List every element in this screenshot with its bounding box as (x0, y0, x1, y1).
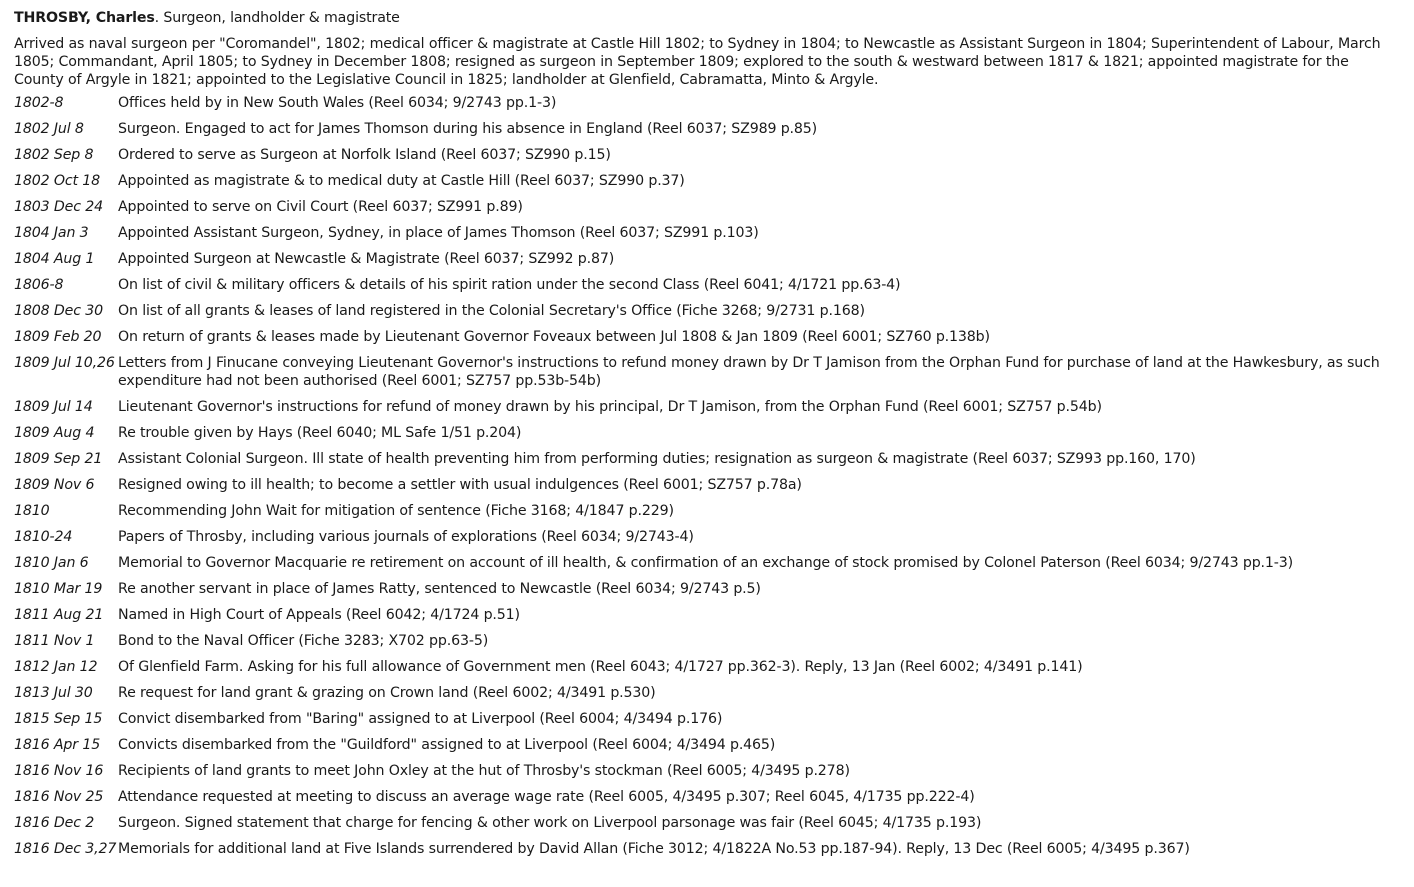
record-description: Appointed as magistrate & to medical duty at Castle Hill (Reel 6037; SZ990 p.37) (118, 173, 685, 189)
record-date: 1810-24 (14, 529, 73, 545)
table-row (14, 762, 1400, 788)
record-description: Of Glenfield Farm. Asking for his full allowance of Government men (Reel 6043; 4/1727 pp.362-3). Reply, 13 Jan (Reel 6002; 4/3491 p.141) (118, 659, 1083, 675)
table-row (14, 606, 1400, 632)
record-date: 1809 Aug 4 (14, 425, 95, 441)
table-row (14, 684, 1400, 710)
record-description: On list of all grants & leases of land registered in the Colonial Secretary's Office (Fiche 3268; 9/2731 p.168) (118, 303, 865, 319)
record-description: Recommending John Wait for mitigation of sentence (Fiche 3168; 4/1847 p.229) (118, 503, 674, 519)
record-description: Bond to the Naval Officer (Fiche 3283; X702 pp.63-5) (118, 633, 489, 649)
table-row (14, 398, 1400, 424)
table-row (14, 658, 1400, 684)
record-date: 1812 Jan 12 (14, 659, 98, 675)
record-description: Memorials for additional land at Five Islands surrendered by David Allan (Fiche 3012; 4/1822A No.53 pp.187-94). Reply, 13 Dec (Reel 6005; 4/3495 p.367) (118, 841, 1190, 857)
table-row (14, 632, 1400, 658)
record-date: 1816 Dec 2 (14, 815, 95, 831)
record-date: 1813 Jul 30 (14, 685, 93, 701)
record-description: Lieutenant Governor's instructions for refund of money drawn by his principal, Dr T Jamison, from the Orphan Fund (Reel 6001; SZ757 p.54b) (118, 399, 1102, 415)
record-description: Re another servant in place of James Ratty, sentenced to Newcastle (Reel 6034; 9/2743 p.5) (118, 581, 761, 597)
record-description: Named in High Court of Appeals (Reel 6042; 4/1724 p.51) (118, 607, 520, 623)
record-date: 1804 Aug 1 (14, 251, 95, 267)
table-row (14, 94, 1400, 120)
table-row (14, 710, 1400, 736)
table-row (14, 302, 1400, 328)
record-description: Recipients of land grants to meet John Oxley at the hut of Throsby's stockman (Reel 6005; 4/3495 p.278) (118, 763, 850, 779)
record-description: Surgeon. Signed statement that charge for fencing & other work on Liverpool parsonage was fair (Reel 6045; 4/1735 p.193) (118, 815, 982, 831)
table-row (14, 476, 1400, 502)
record-date: 1816 Nov 25 (14, 789, 104, 805)
record-date: 1803 Dec 24 (14, 199, 103, 215)
record-description: Appointed to serve on Civil Court (Reel 6037; SZ991 p.89) (118, 199, 523, 215)
record-date: 1810 Mar 19 (14, 581, 103, 597)
record-description: Appointed Surgeon at Newcastle & Magistrate (Reel 6037; SZ992 p.87) (118, 251, 615, 267)
record-date: 1809 Sep 21 (14, 451, 103, 467)
table-row (14, 146, 1400, 172)
record-date: 1816 Apr 15 (14, 737, 101, 753)
entry-heading (14, 9, 1400, 28)
table-row (14, 736, 1400, 762)
record-date: 1806-8 (14, 277, 64, 293)
record-description: On list of civil & military officers & details of his spirit ration under the second Class (Reel 6041; 4/1721 pp.63-4) (118, 277, 901, 293)
person-role: Surgeon, landholder & magistrate (163, 10, 400, 26)
table-row (14, 580, 1400, 606)
table-row (14, 120, 1400, 146)
record-date: 1802 Oct 18 (14, 173, 101, 189)
record-description: Papers of Throsby, including various journals of explorations (Reel 6034; 9/2743-4) (118, 529, 694, 545)
record-date: 1810 Jan 6 (14, 555, 89, 571)
record-description: Letters from J Finucane conveying Lieutenant Governor's instructions to refund money drawn by Dr T Jamison from the Orphan Fund for purchase of land at the Hawkesbury, as such expenditure had not been authorised (Reel 6001; SZ757 pp.53b-54b) (118, 355, 1380, 389)
record-description: Re request for land grant & grazing on Crown land (Reel 6002; 4/3491 p.530) (118, 685, 656, 701)
table-row (14, 224, 1400, 250)
record-description: Ordered to serve as Surgeon at Norfolk Island (Reel 6037; SZ990 p.15) (118, 147, 611, 163)
table-row (14, 814, 1400, 840)
record-description: On return of grants & leases made by Lieutenant Governor Foveaux between Jul 1808 & Jan 1809 (Reel 6001; SZ760 p.138b) (118, 329, 990, 345)
biography-summary: Arrived as naval surgeon per "Coromandel", 1802; medical officer & magistrate at Castle Hill 1802; to Sydney in 1804; to Newcastle as Assistant Surgeon in 1804; Superintendent of Labour, March 1805; Commandant, April 1805; to Sydney in December 1808; resigned as surgeon in September 1809; explored to the south & westward between 1817 & 1821; appointed magistrate for the County of Argyle in 1821; appointed to the Legislative Council in 1825; landholder at Glenfield, Cabramatta, Minto & Argyle. (14, 36, 1381, 88)
table-row (14, 328, 1400, 354)
record-description: Memorial to Governor Macquarie re retirement on account of ill health, & confirmation of an exchange of stock promised by Colonel Paterson (Reel 6034; 9/2743 pp.1-3) (118, 555, 1294, 571)
table-row (14, 450, 1400, 476)
table-row (14, 840, 1400, 866)
record-description: Appointed Assistant Surgeon, Sydney, in place of James Thomson (Reel 6037; SZ991 p.103) (118, 225, 759, 241)
record-date: 1810 (14, 503, 50, 519)
record-date: 1809 Jul 14 (14, 399, 93, 415)
record-description: Assistant Colonial Surgeon. Ill state of health preventing him from performing duties; resignation as surgeon & magistrate (Reel 6037; SZ993 pp.160, 170) (118, 451, 1196, 467)
record-description: Resigned owing to ill health; to become a settler with usual indulgences (Reel 6001; SZ757 p.78a) (118, 477, 802, 493)
records-table-body (14, 94, 1400, 866)
record-description: Offices held by in New South Wales (Reel 6034; 9/2743 pp.1-3) (118, 95, 557, 111)
record-date: 1802-8 (14, 95, 64, 111)
record-description: Attendance requested at meeting to discuss an average wage rate (Reel 6005, 4/3495 p.307; Reel 6045, 4/1735 pp.222-4) (118, 789, 975, 805)
table-row (14, 788, 1400, 814)
table-row (14, 276, 1400, 302)
record-description: Surgeon. Engaged to act for James Thomson during his absence in England (Reel 6037; SZ989 p.85) (118, 121, 818, 137)
person-name: THROSBY, Charles (14, 10, 155, 26)
record-date: 1809 Feb 20 (14, 329, 102, 345)
record-date: 1816 Dec 3,27 (14, 841, 117, 857)
record-date: 1815 Sep 15 (14, 711, 103, 727)
table-row (14, 554, 1400, 580)
record-date: 1802 Sep 8 (14, 147, 94, 163)
record-date: 1811 Aug 21 (14, 607, 104, 623)
record-date: 1809 Nov 6 (14, 477, 95, 493)
record-date: 1809 Jul 10,26 (14, 355, 115, 371)
records-table (14, 94, 1400, 866)
record-description: Re trouble given by Hays (Reel 6040; ML Safe 1/51 p.204) (118, 425, 522, 441)
table-row (14, 502, 1400, 528)
record-date: 1816 Nov 16 (14, 763, 104, 779)
table-row (14, 354, 1400, 398)
record-description: Convict disembarked from "Baring" assigned to at Liverpool (Reel 6004; 4/3494 p.176) (118, 711, 723, 727)
record-date: 1804 Jan 3 (14, 225, 89, 241)
record-description: Convicts disembarked from the "Guildford" assigned to at Liverpool (Reel 6004; 4/3494 p.465) (118, 737, 776, 753)
table-row (14, 424, 1400, 450)
table-row (14, 198, 1400, 224)
record-date: 1808 Dec 30 (14, 303, 103, 319)
table-row (14, 528, 1400, 554)
record-date: 1811 Nov 1 (14, 633, 95, 649)
heading-separator: . (154, 10, 164, 26)
table-row (14, 250, 1400, 276)
record-date: 1802 Jul 8 (14, 121, 84, 137)
table-row (14, 172, 1400, 198)
